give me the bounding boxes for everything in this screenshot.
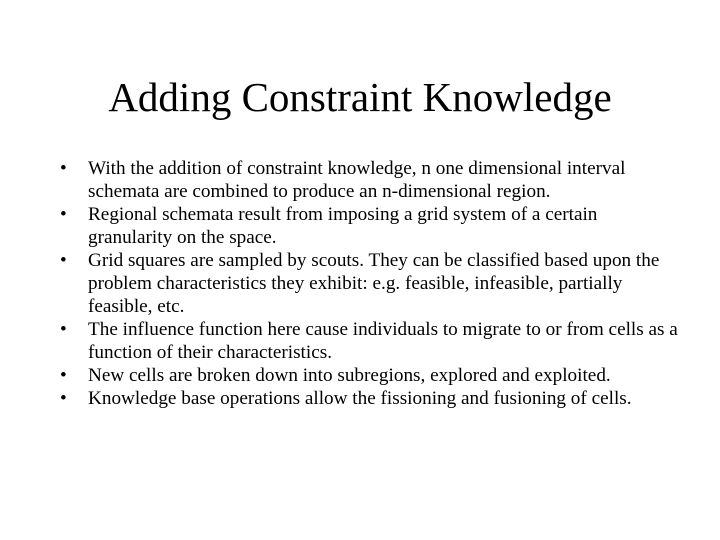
- bullet-icon: •: [60, 365, 67, 386]
- bullet-text: Grid squares are sampled by scouts. They can be classified based upon the problem characteristics they exhibit: e.g. feasible, infeasible, partially feasible, etc.: [88, 250, 660, 317]
- list-item: [60, 203, 680, 249]
- bullet-icon: •: [60, 319, 67, 340]
- bullet-text: Knowledge base operations allow the fissioning and fusioning of cells.: [88, 388, 632, 409]
- list-item: [60, 318, 680, 364]
- list-item: [60, 364, 680, 387]
- bullet-icon: •: [60, 204, 67, 225]
- bullet-icon: •: [60, 250, 67, 271]
- bullet-icon: •: [60, 388, 67, 409]
- bullet-text: Regional schemata result from imposing a grid system of a certain granularity on the space.: [88, 204, 598, 248]
- bullet-text: The influence function here cause individuals to migrate to or from cells as a function of their characteristics.: [88, 319, 678, 363]
- bullet-text: With the addition of constraint knowledge, n one dimensional interval schemata are combined to produce an n-dimensional region.: [88, 158, 626, 202]
- bullet-icon: •: [60, 158, 67, 179]
- list-item: [60, 387, 680, 410]
- list-item: [60, 157, 680, 203]
- slide-title: Adding Constraint Knowledge: [108, 74, 612, 120]
- bullet-text: New cells are broken down into subregions, explored and exploited.: [88, 365, 611, 386]
- list-item: [60, 249, 680, 318]
- bullet-list: [60, 157, 680, 410]
